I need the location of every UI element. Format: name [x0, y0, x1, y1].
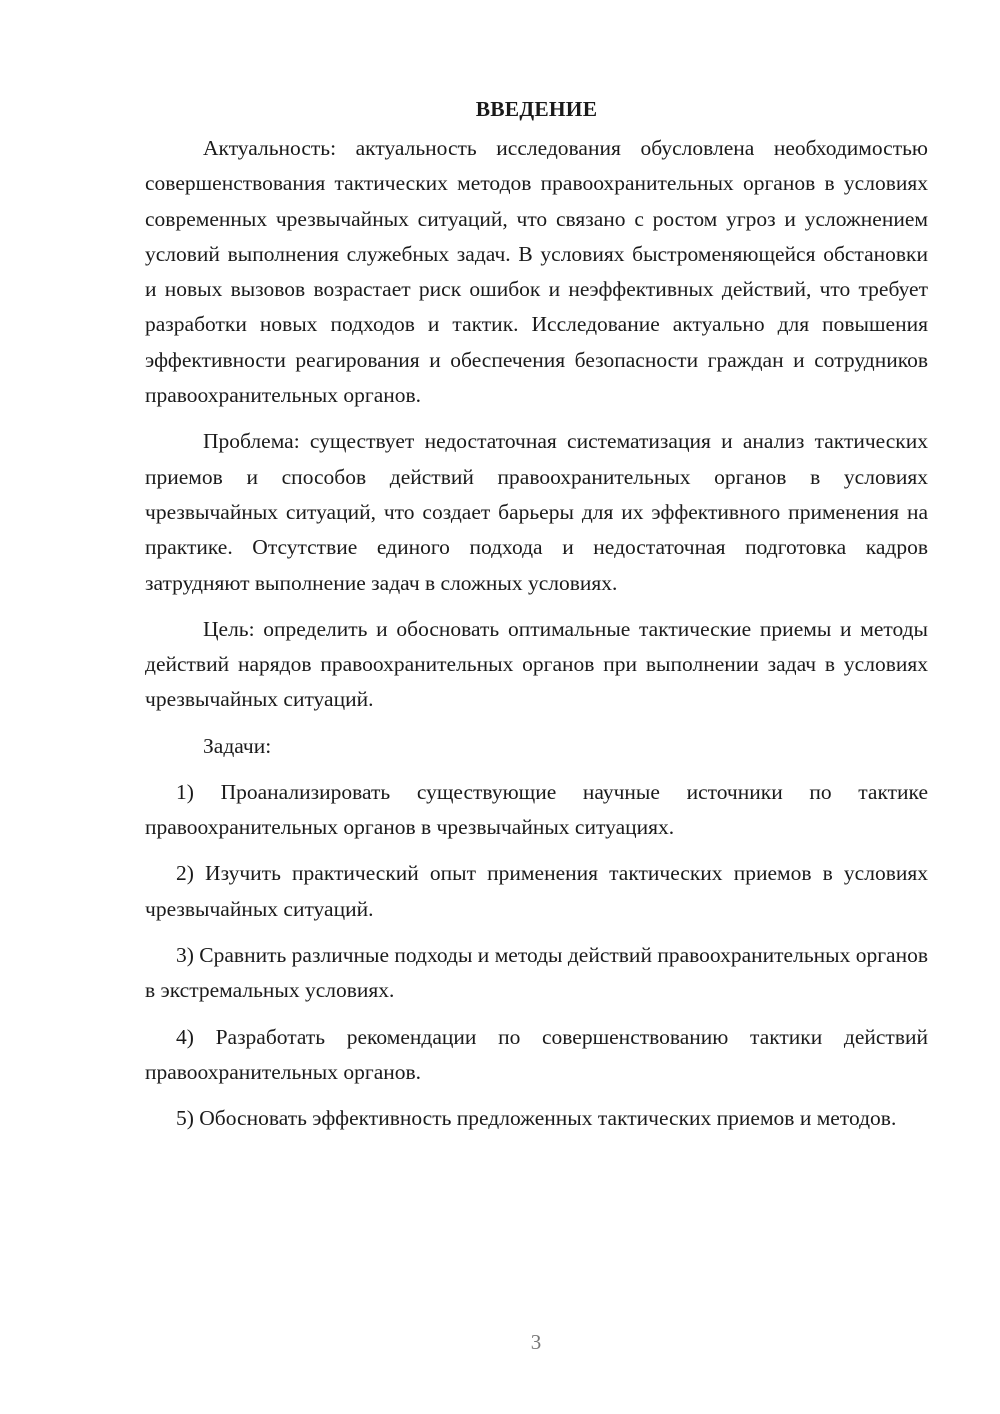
relevance-paragraph: Актуальность: актуальность исследования обусловлена необходимостью совершенствования тактических методов правоохранительных органов в условиях современных чрезвычайных ситуаций, что связано с ростом угроз и усложнением условий выполнения служебных задач. В условиях быстроменяющейся обстановки и новых вызовов возрастает риск ошибок и неэффективных действий, что требует разработки новых подходов и тактик. Исследование актуально для повышения эффективности реагирования и обеспечения безопасности граждан и сотрудников правоохранительных органов. [145, 136, 928, 408]
task-item-1: 1) Проанализировать существующие научные источники по тактике правоохранительных органов в чрезвычайных ситуациях. [145, 779, 928, 840]
task-item-5: 5) Обосновать эффективность предложенных тактических приемов и методов. [176, 1106, 897, 1131]
page-number: 3 [530, 1330, 542, 1354]
section-heading: ВВЕДЕНИЕ [475, 97, 598, 121]
problem-paragraph: Проблема: существует недостаточная систематизация и анализ тактических приемов и способов действий правоохранительных органов в условиях чрезвычайных ситуаций, что создает барьеры для их эффективного применения на практике. Отсутствие единого подхода и недостаточная подготовка кадров затрудняют выполнение задач в сложных условиях. [145, 429, 928, 595]
task-item-4: 4) Разработать рекомендации по совершенствованию тактики действий правоохранительных органов. [145, 1024, 928, 1084]
goal-paragraph: Цель: определить и обосновать оптимальные тактические приемы и методы действий нарядов правоохранительных органов при выполнении задач в условиях чрезвычайных ситуаций. [145, 616, 928, 712]
task-item-2: 2) Изучить практический опыт применения тактических приемов в условиях чрезвычайных ситуаций. [145, 861, 928, 921]
task-item-3: 3) Сравнить различные подходы и методы действий правоохранительных органов в экстремальных условиях. [145, 942, 928, 1003]
document-page [145, 92, 928, 1136]
tasks-label: Задачи: [203, 733, 272, 758]
